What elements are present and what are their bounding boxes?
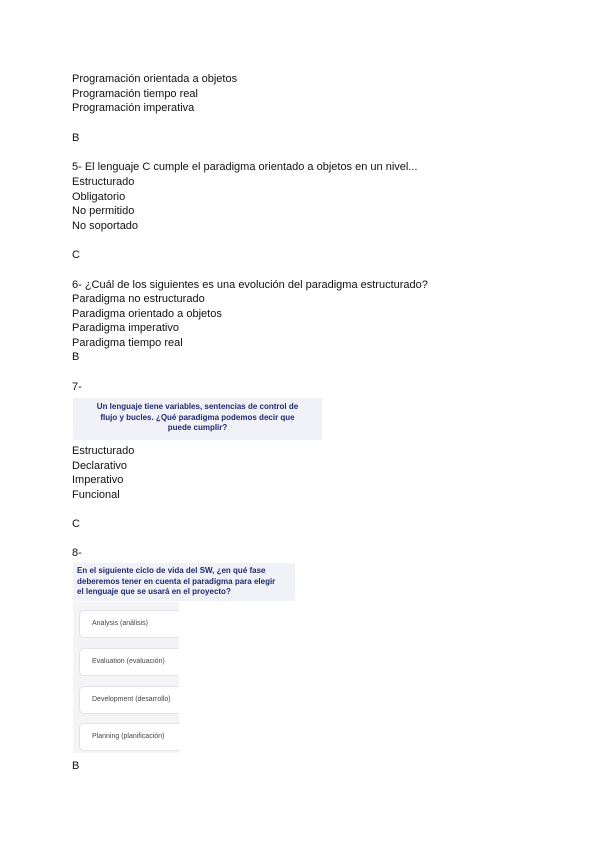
q7-question-image: [73, 398, 322, 440]
q8-image-option-2: Evaluation (evaluación): [79, 648, 179, 676]
q6-question: 6- ¿Cuál de los siguientes es una evolución del paradigma estructurado?: [72, 279, 428, 291]
q8-image-line-3: el lenguaje que se usará en el proyecto?: [77, 587, 231, 596]
q6-option-2: Paradigma orientado a objetos: [72, 308, 222, 320]
q6-option-4: Paradigma tiempo real: [72, 337, 183, 349]
q8-image-line-2: deberemos tener en cuenta el paradigma para elegir: [77, 576, 276, 586]
q5-answer: C: [72, 249, 80, 261]
q7-answer: C: [72, 518, 80, 530]
q7-option-4: Funcional: [72, 489, 120, 501]
q8-number: 8-: [72, 547, 82, 559]
q4-answer: B: [72, 132, 80, 144]
q6-option-3: Paradigma imperativo: [72, 322, 179, 334]
q4-option-1: Programación orientada a objetos: [72, 73, 238, 85]
q4-option-3: Programación imperativa: [72, 102, 195, 114]
q6-answer: B: [72, 351, 80, 363]
q7-image-line-2: flujo y bucles. ¿Qué paradigma podemos decir que: [100, 412, 295, 422]
q8-image-line-1: En el siguiente ciclo de vida del SW, ¿en qué fase: [77, 566, 266, 575]
q8-image-option-1: Analysis (análisis): [79, 610, 179, 638]
q5-option-4: No soportado: [72, 220, 139, 232]
q5-option-3: No permitido: [72, 205, 135, 217]
q8-question-image: [73, 563, 295, 601]
q7-image-line-1: Un lenguaje tiene variables, sentencias de control de: [96, 402, 299, 411]
q8-image-option-4: Planning (planificación): [79, 723, 179, 751]
q7-option-2: Declarativo: [72, 460, 128, 472]
q5-question: 5- El lenguaje C cumple el paradigma orientado a objetos en un nivel...: [72, 161, 418, 173]
q6-option-1: Paradigma no estructurado: [72, 293, 205, 305]
q7-image-line-3: puede cumplir?: [167, 423, 228, 432]
q8-image-option-3: Development (desarrollo): [79, 686, 179, 714]
q7-number: 7-: [72, 381, 82, 393]
q4-option-2: Programación tiempo real: [72, 88, 198, 100]
q5-option-1: Estructurado: [72, 176, 135, 188]
q7-option-3: Imperativo: [72, 474, 124, 486]
q7-option-1: Estructurado: [72, 445, 135, 457]
q8-answer: B: [72, 760, 80, 772]
q8-options-image: [73, 602, 179, 753]
q5-option-2: Obligatorio: [72, 191, 126, 203]
